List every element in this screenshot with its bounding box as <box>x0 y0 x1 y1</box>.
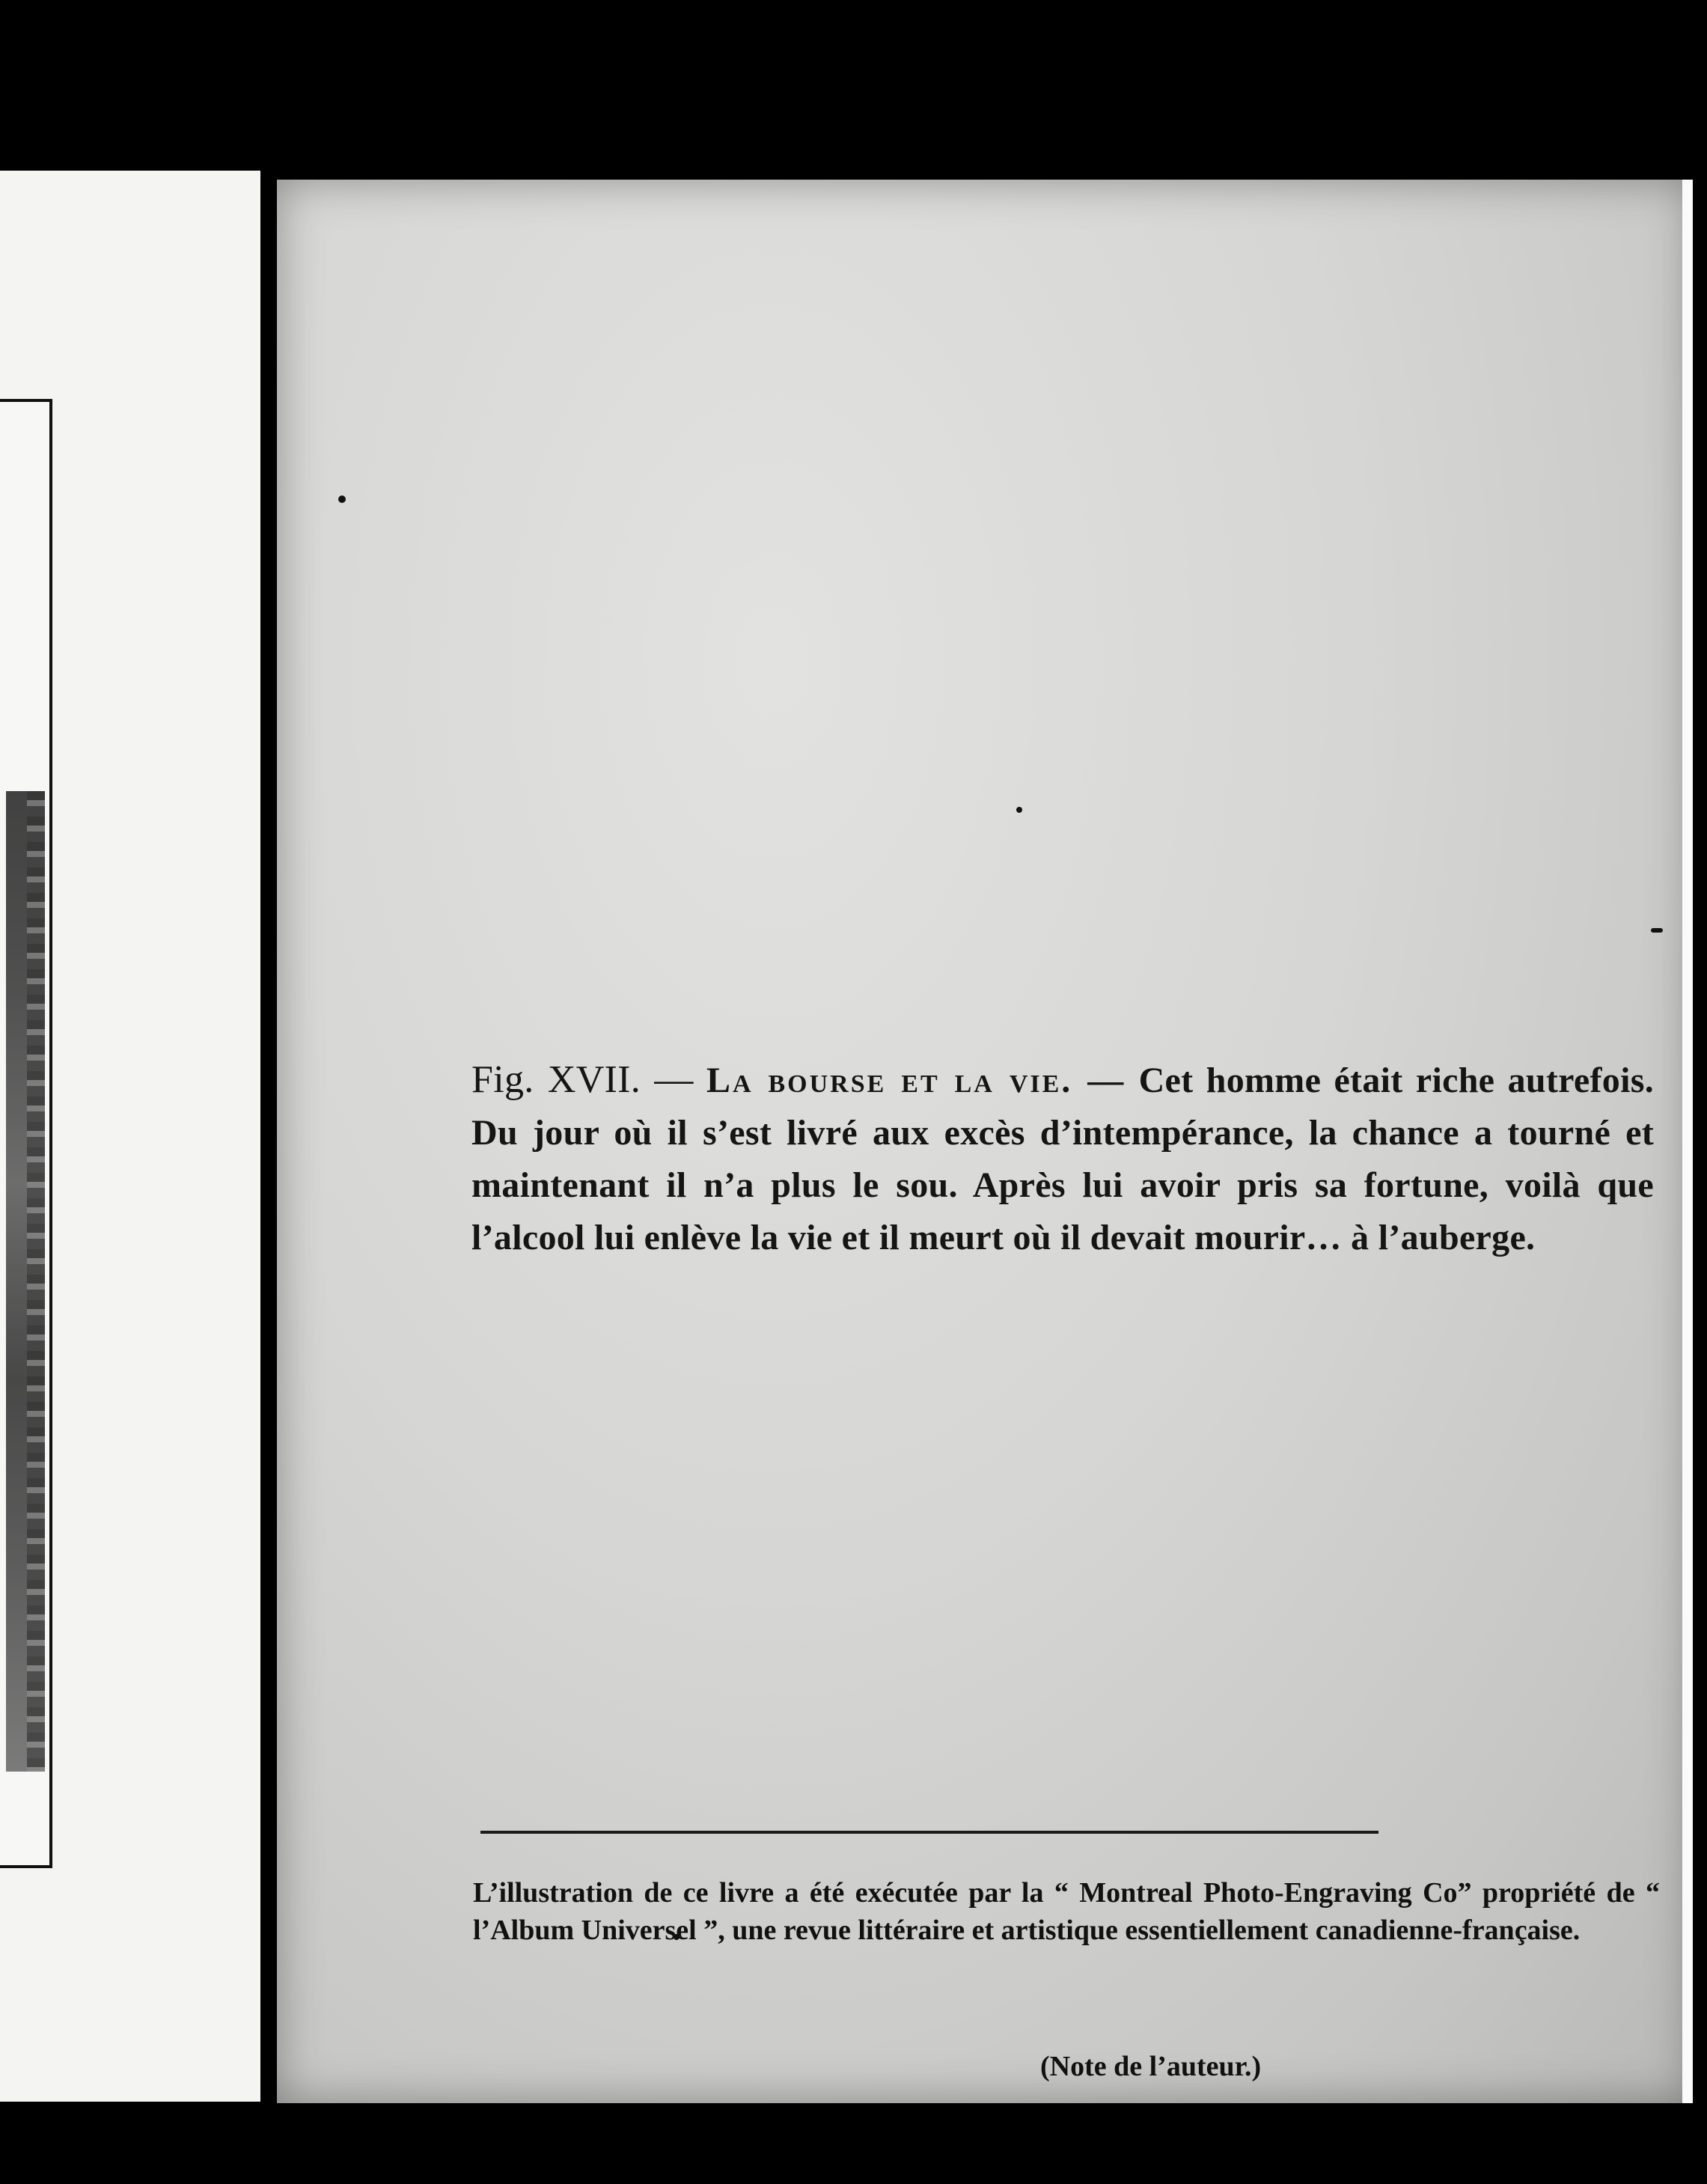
ink-speck <box>338 495 346 503</box>
figure-title: La bourse et la vie. — <box>706 1061 1126 1100</box>
facing-page-frame <box>0 399 52 1868</box>
footnote-signoff: (Note de l’auteur.) <box>1040 2051 1262 2082</box>
figure-label: Fig. XVII. — <box>471 1058 694 1101</box>
figure-caption-text: Cet homme était riche autrefois. Du jour où il s’est livré aux excès d’intempérance, la chance a tourné et maintenant il n’a plus le sou. Après lui avoir pris sa fortune, voilà que l’alcool lui enlève la vie et il meurt où il devait mourir… à l’auberge. <box>471 1061 1654 1257</box>
facing-page <box>0 171 260 2102</box>
footnote-text: L’illustration de ce livre a été exécutée par la “ Montreal Photo-Engraving Co” propriété de “ l’Album Universel ”, une revue littéraire et artistique essentiellement canadienne-française. <box>473 1877 1660 1946</box>
ink-speck <box>1651 928 1663 933</box>
document-page <box>277 180 1693 2103</box>
facing-page-illustration <box>6 791 45 1772</box>
ink-speck <box>1016 807 1022 813</box>
page-edge <box>1682 180 1693 2103</box>
figure-caption <box>471 1054 1654 1264</box>
footnote-rule <box>480 1831 1378 1834</box>
